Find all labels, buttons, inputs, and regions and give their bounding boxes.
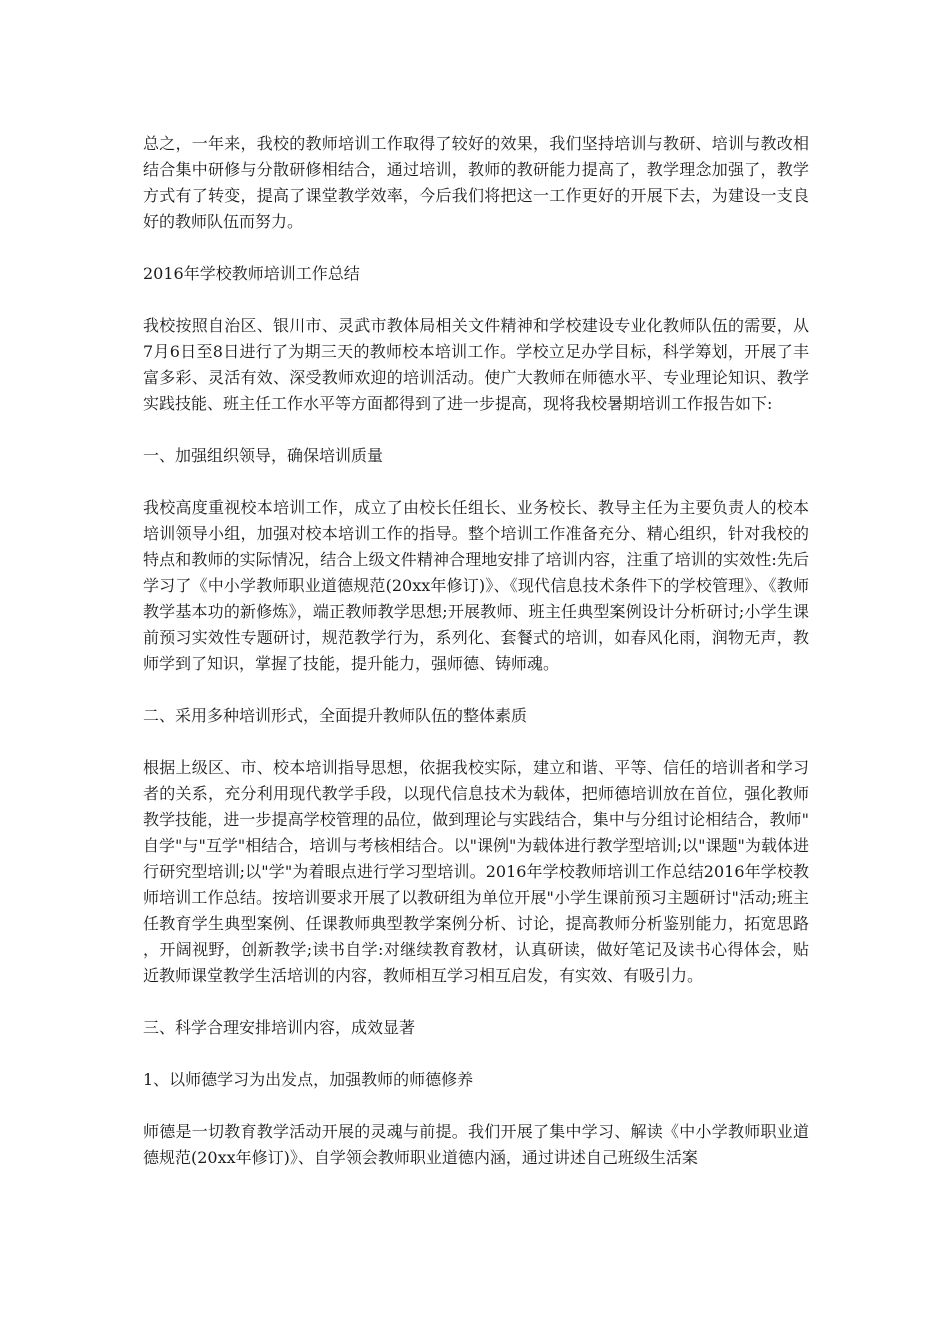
paragraph-gap xyxy=(143,677,809,703)
paragraph-gap xyxy=(143,1093,809,1119)
heading-subsection-1: 1、以师德学习为出发点，加强教师的师德修养 xyxy=(143,1070,474,1089)
paragraph-gap xyxy=(143,417,809,443)
paragraph-gap xyxy=(143,729,809,755)
paragraph-gap xyxy=(143,287,809,313)
paragraph-section-1: 我校高度重视校本培训工作，成立了由校长任组长、业务校长、教导主任为主要负责人的校本培训领导小组，加强对校本培训工作的指导。整个培训工作准备充分、精心组织，针对我校的特点和教师的实际情况，结合上级文件精神合理地安排了培训内容，注重了培训的实效性:先后学习了《中小学教师职业道德规范(20xx年修订)》、《现代信息技术条件下的学校管理》、《教师教学基本功的新修炼》，端正教师教学思想;开展教师、班主任典型案例设计分析研讨;小学生课前预习实效性专题研讨，规范教学行为，系列化、套餐式的培训，如春风化雨，润物无声，教师学到了知识，掌握了技能，提升能力，强师德、铸师魂。 xyxy=(143,498,809,673)
heading-section-1: 一、加强组织领导，确保培训质量 xyxy=(143,446,384,465)
section-title: 2016年学校教师培训工作总结 xyxy=(143,264,360,283)
paragraph-gap xyxy=(143,235,809,261)
paragraph-gap xyxy=(143,469,809,495)
paragraph-section-2: 根据上级区、市、校本培训指导思想，依据我校实际，建立和谐、平等、信任的培训者和学习者的关系，充分利用现代教学手段，以现代信息技术为载体，把师德培训放在首位，强化教师教学技能，进一步提高学校管理的品位，做到理论与实践结合，集中与分组讨论相结合，教师"自学"与"互学"相结合，培训与考核相结合。以"课例"为载体进行教学型培训;以"课题"为载体进行研究型培训;以"学"为着眼点进行学习型培训。2016年学校教师培训工作总结2016年学校教师培训工作总结。按培训要求开展了以教研组为单位开展"小学生课前预习主题研讨"活动;班主任教育学生典型案例、任课教师典型教学案例分析、讨论，提高教师分析鉴别能力，拓宽思路，开阔视野，创新教学;读书自学:对继续教育教材，认真研读，做好笔记及读书心得体会，贴近教师课堂教学生活培训的内容，教师相互学习相互启发，有实效、有吸引力。 xyxy=(143,758,809,985)
paragraph-gap xyxy=(143,1041,809,1067)
document-page xyxy=(143,131,809,1171)
heading-section-3: 三、科学合理安排培训内容，成效显著 xyxy=(143,1018,416,1037)
paragraph-conclusion: 总之，一年来，我校的教师培训工作取得了较好的效果，我们坚持培训与教研、培训与教改相结合集中研修与分散研修相结合，通过培训，教师的教研能力提高了，教学理念加强了，教学方式有了转变，提高了课堂教学效率，今后我们将把这一工作更好的开展下去，为建设一支良好的教师队伍而努力。 xyxy=(143,134,809,231)
paragraph-subsection-1: 师德是一切教育教学活动开展的灵魂与前提。我们开展了集中学习、解读《中小学教师职业道德规范(20xx年修订)》、自学领会教师职业道德内涵，通过讲述自己班级生活案 xyxy=(143,1122,809,1167)
paragraph-gap xyxy=(143,989,809,1015)
paragraph-intro: 我校按照自治区、银川市、灵武市教体局相关文件精神和学校建设专业化教师队伍的需要，从7月6日至8日进行了为期三天的教师校本培训工作。学校立足办学目标，科学筹划，开展了丰富多彩、灵活有效、深受教师欢迎的培训活动。使广大教师在师德水平、专业理论知识、教学实践技能、班主任工作水平等方面都得到了进一步提高，现将我校暑期培训工作报告如下: xyxy=(143,316,809,413)
heading-section-2: 二、采用多种培训形式，全面提升教师队伍的整体素质 xyxy=(143,706,528,725)
